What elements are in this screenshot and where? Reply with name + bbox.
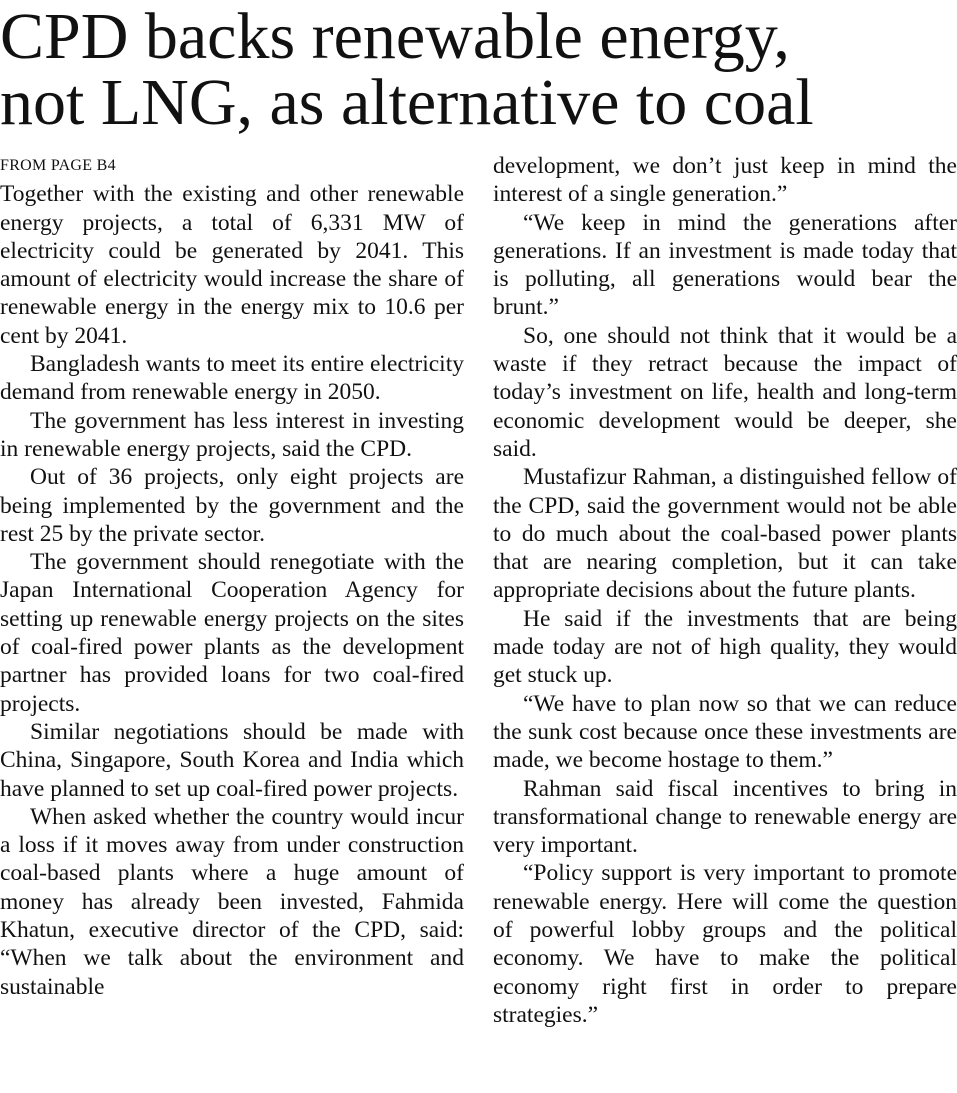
left-column	[0, 152, 464, 1001]
paragraph: He said if the investments that are being made today are not of high quality, they would get stuck up.	[493, 605, 957, 689]
paragraph: The government should renegotiate with the Japan International Cooperation Agency for setting up renewable energy projects on the sites of coal-fired power plants as the development partner has provided loans for two coal-fired projects.	[0, 549, 464, 717]
paragraph: Rahman said fiscal incentives to bring in transformational change to renewable energy are very important.	[493, 775, 957, 859]
headline-line-2: not LNG, as alternative to coal	[0, 66, 814, 139]
paragraph: So, one should not think that it would be a waste if they retract because the impact of today’s investment on life, health and long-term economic development would be deeper, she said.	[493, 322, 957, 462]
paragraph: Out of 36 projects, only eight projects are being implemented by the government and the rest 25 by the private sector.	[0, 464, 464, 547]
paragraph: “Policy support is very important to promote renewable energy. Here will come the question of powerful lobby groups and the political economy. We have to make the political economy right first in order to prepare strategies.”	[493, 860, 957, 1028]
right-column	[493, 152, 957, 1029]
paragraph: Bangladesh wants to meet its entire electricity demand from renewable energy in 2050.	[0, 351, 464, 406]
paragraph: The government has less interest in investing in renewable energy projects, said the CPD.	[0, 407, 464, 462]
paragraph: Similar negotiations should be made with China, Singapore, South Korea and India which have planned to set up coal-fired power projects.	[0, 718, 464, 802]
continuation-kicker: FROM PAGE B4	[0, 157, 116, 174]
paragraph: Mustafizur Rahman, a distinguished fellow of the CPD, said the government would not be able to do much about the coal-based power plants that are nearing completion, but it can take appropriate decisions about the future plants.	[493, 464, 957, 604]
paragraph: “We keep in mind the generations after generations. If an investment is made today that is polluting, all generations would bear the brunt.”	[493, 209, 957, 321]
paragraph: “We have to plan now so that we can reduce the sunk cost because once these investments are made, we become hostage to them.”	[493, 690, 957, 774]
headline-line-1: CPD backs renewable energy,	[0, 0, 790, 73]
paragraph: Together with the existing and other renewable energy projects, a total of 6,331 MW of electricity could be generated by 2041. This amount of electricity would increase the share of renewable energy in the energy mix to 10.6 per cent by 2041.	[0, 181, 464, 349]
paragraph: development, we don’t just keep in mind the interest of a single generation.”	[493, 153, 957, 208]
paragraph: When asked whether the country would incur a loss if it moves away from under construction coal-based plants where a huge amount of money has already been invested, Fahmida Khatun, executive director of the CPD, said: “When we talk about the environment and sustainable	[0, 803, 464, 1000]
article-headline	[0, 0, 957, 139]
